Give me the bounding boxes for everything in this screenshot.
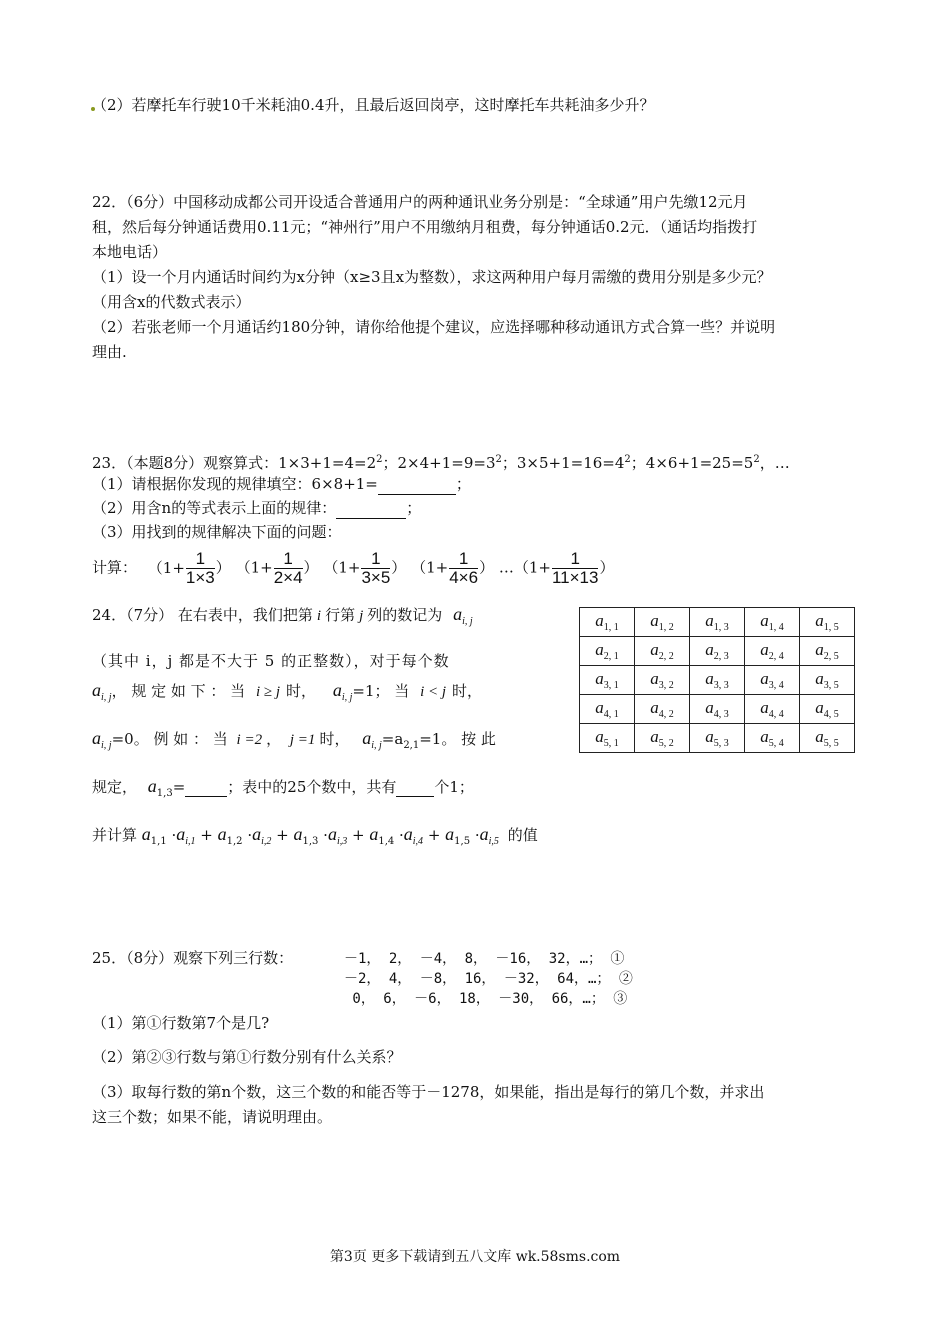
table-cell: $a_{5, 2}$ xyxy=(635,724,690,753)
q23-part1: （1）请根据你发现的规律填空：6×8+1= ； xyxy=(92,475,471,493)
q25-row2: －2， 4， －8， 16， －32， 64，…； ② xyxy=(344,971,633,987)
q25-part3a: （3）取每行数的第n个数，这三个数的和能否等于－1278，如果能，指出是每行的第几个数，并求出 xyxy=(92,1083,765,1101)
table-cell: $a_{4, 3}$ xyxy=(690,695,745,724)
table-cell: $a_{3, 3}$ xyxy=(690,666,745,695)
answer-blank[interactable] xyxy=(336,498,406,519)
q24-line2: （其中 i，j 都是不大于 5 的正整数），对于每个数 xyxy=(92,652,450,670)
q23-intro: 23．（本题8分）观察算式：$1\times 3+1=4=2^2$；$2\times 4+1=9=3^2$；$3\times 5+1=16=4^2$；$4\times 6+1=25=5^2$，… xyxy=(92,454,790,472)
table-cell: $a_{2, 5}$ xyxy=(800,637,855,666)
q25-part2: （2）第②③行数与第①行数分别有什么关系？ xyxy=(92,1048,402,1066)
q22-line6: （2）若张老师一个月通话约180分钟，请你给他提个建议，应选择哪种移动通讯方式合算一些？并说明 xyxy=(92,318,776,336)
table-row xyxy=(580,695,855,724)
q22-line2: 租，然后每分钟通话费用0.11元；“神州行”用户不用缴纳月租费，每分钟通话0.2元．（通话均指拨打 xyxy=(92,218,758,236)
page-footer: 第3页 更多下载请到五八文库 wk.58sms.com xyxy=(329,1249,621,1265)
table-row xyxy=(580,608,855,637)
q22-line3: 本地电话） xyxy=(92,243,168,261)
fraction: $\frac{1}{4\times 6}$ xyxy=(449,549,479,587)
q25-part1: （1）第①行数第7个是几? xyxy=(92,1014,270,1032)
table-cell: $a_{5, 1}$ xyxy=(580,724,635,753)
table-cell: $a_{1, 5}$ xyxy=(800,608,855,637)
q21-part2: （2）若摩托车行驶10千米耗油0.4升，且最后返回岗亭，这时摩托车共耗油多少升？ xyxy=(92,96,655,114)
fraction: $\frac{1}{11\times 13}$ xyxy=(551,549,599,587)
table-cell: $a_{5, 5}$ xyxy=(800,724,855,753)
q23-part3: （3）用找到的规律解决下面的问题： xyxy=(92,523,342,541)
q25-part3b: 这三个数；如果不能，请说明理由。 xyxy=(92,1108,333,1126)
table-cell: $a_{5, 3}$ xyxy=(690,724,745,753)
table-cell: $a_{2, 3}$ xyxy=(690,637,745,666)
table-cell: $a_{2, 2}$ xyxy=(635,637,690,666)
fraction: $\frac{1}{1\times 3}$ xyxy=(185,549,215,587)
q24-line6: 并计算 $a_{1,1} \cdot a_{i,1} + a_{1,2} \cdot a_{i,2} + a_{1,3} \cdot a_{i,3} + a_{1,4} \cdot a_{i,4} + a_{1,5} \cdot a_{i,5}$ 的值 xyxy=(92,824,538,847)
table-cell: $a_{3, 2}$ xyxy=(635,666,690,695)
table-cell: $a_{3, 4}$ xyxy=(745,666,800,695)
q22-line7: 理由. xyxy=(92,343,127,361)
table-cell: $a_{2, 4}$ xyxy=(745,637,800,666)
q25-row1: －1， 2， －4， 8， －16， 32，…； ① xyxy=(344,951,625,967)
answer-blank[interactable] xyxy=(396,778,434,797)
table-row xyxy=(580,724,855,753)
table-cell: $a_{3, 1}$ xyxy=(580,666,635,695)
index-table xyxy=(579,607,855,753)
q22-line4: （1）设一个月内通话时间约为x分钟（x≥3且x为整数），求这两种用户每月需缴的费用分别是多少元？ xyxy=(92,268,772,286)
q23-calc: 计算： （1+ $\frac{1}{1\times 3}$ ） （1+ $\frac{1}{2\times 4}$ ） （1+ $\frac{1}{3\times 5}$ ） （1+ $\frac{1}{4\times 6}$ ） …（1+ $\frac{1}{11\times 13}$ ） xyxy=(92,549,615,587)
table-cell: $a_{1, 4}$ xyxy=(745,608,800,637)
table-row xyxy=(580,666,855,695)
answer-blank[interactable] xyxy=(378,474,456,495)
q24-line3: $a_{i, j}$， 规 定 如 下 ： 当 i ≥ j 时， $a_{i, j}=1$； 当 i < j 时， xyxy=(92,680,483,703)
q24-line5: 规定， $a_{1,3}=$ ；表中的25个数中，共有 个1； xyxy=(92,776,474,799)
table-cell: $a_{5, 4}$ xyxy=(745,724,800,753)
q25-intro: 25．（8分）观察下列三行数： xyxy=(92,949,294,967)
table-cell: $a_{4, 1}$ xyxy=(580,695,635,724)
q22-line5: （用含x的代数式表示） xyxy=(92,293,251,311)
q25-row3: 0， 6， －6， 18， －30， 66，…； ③ xyxy=(344,991,628,1007)
answer-blank[interactable] xyxy=(185,778,227,797)
table-cell: $a_{3, 5}$ xyxy=(800,666,855,695)
table-cell: $a_{1, 3}$ xyxy=(690,608,745,637)
table-cell: $a_{4, 5}$ xyxy=(800,695,855,724)
q23-part2: （2）用含n的等式表示上面的规律： ； xyxy=(92,499,422,517)
q24-line4: $a_{i, j}=0$。 例 如 ： 当 i =2 ， j =1 时， $a_{i, j}=a_{2,1}=1$。 按 此 xyxy=(92,728,496,751)
q22-line1: 22．（6分）中国移动成都公司开设适合普通用户的两种通讯业务分别是：“全球通”用户先缴12元月 xyxy=(92,193,748,211)
table-cell: $a_{4, 2}$ xyxy=(635,695,690,724)
fraction: $\frac{1}{2\times 4}$ xyxy=(273,549,303,587)
table-cell: $a_{2, 1}$ xyxy=(580,637,635,666)
table-cell: $a_{1, 1}$ xyxy=(580,608,635,637)
table-row xyxy=(580,637,855,666)
fraction: $\frac{1}{3\times 5}$ xyxy=(361,549,391,587)
table-cell: $a_{4, 4}$ xyxy=(745,695,800,724)
table-cell: $a_{1, 2}$ xyxy=(635,608,690,637)
q24-line1: 24．（7分） 在右表中，我们把第 i 行第 j 列的数记为 $a_{i, j}$ xyxy=(92,604,473,627)
